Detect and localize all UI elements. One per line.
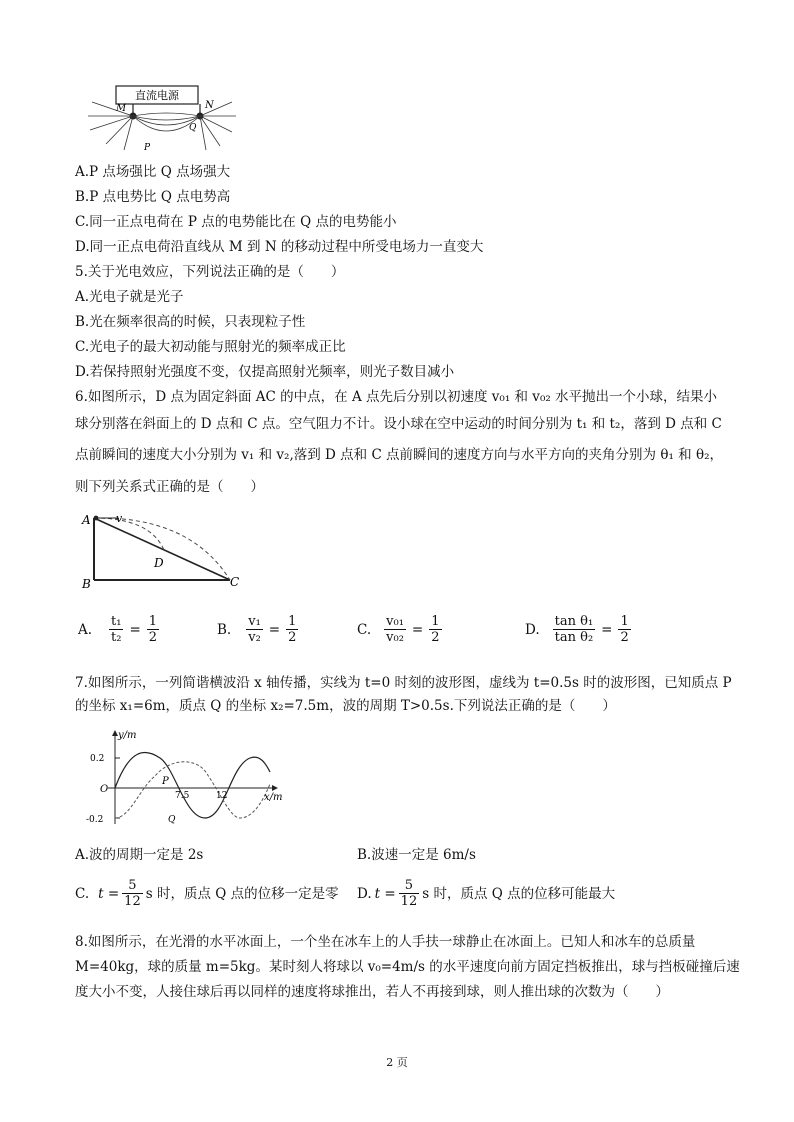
q8-stem-line-2: M=40kg，球的质量 m=5kg。某时刻人将球以 v₀=4m/s 的水平速度向前方固定挡板推出，球与挡板碰撞后速	[75, 959, 740, 975]
q6-c-num: v₀₁	[386, 614, 404, 629]
q7-d-suffix: s 时，质点 Q 点的位移可能最大	[422, 885, 616, 902]
electric-field-figure	[78, 80, 238, 152]
q6-a-eq: =	[129, 621, 141, 638]
q6-option-c-label: C.	[357, 621, 372, 638]
q6-c-rnum: 1	[431, 614, 440, 629]
q7-d-prefix: D.	[357, 885, 372, 902]
q8-stem-line-3: 度大小不变，人接住球后再以同样的速度将球推出，若人不再接到球，则人推出球的次数为（ ）	[75, 984, 669, 1000]
q5-option-d: D.若保持照射光强度不变，仅提高照射光频率，则光子数目减小	[75, 364, 455, 380]
q7-c-num: 5	[122, 878, 143, 894]
q7-option-a: A.波的周期一定是 2s	[75, 847, 204, 863]
q4-option-d: D.同一正点电荷沿直线从 M 到 N 的移动过程中所受电场力一直变大	[75, 239, 484, 255]
q6-option-b	[217, 614, 298, 645]
q7-option-b: B.波速一定是 6m/s	[357, 847, 476, 863]
wave-y-axis-label: y/m	[118, 730, 137, 741]
wave-x-axis-label: x/m	[264, 792, 283, 803]
q6-a-rden: 2	[148, 630, 158, 645]
incline-label-v: v	[116, 512, 123, 525]
q6-option-b-label: B.	[217, 621, 232, 638]
q6-b-num: v₁	[248, 614, 261, 629]
q6-option-c	[357, 614, 442, 645]
q6-d-den: tan θ₂	[554, 630, 594, 645]
q6-option-a	[78, 614, 159, 645]
q6-b-den: v₂	[248, 630, 261, 645]
wave-tick-7-5: 7.5	[175, 791, 190, 801]
q6-a-num: t₁	[111, 614, 122, 629]
q6-stem-line-1: 6.如图所示，D 点为固定斜面 AC 的中点，在 A 点先后分别以初速度 v₀₁ 和 v₀₂ 水平抛出一个小球，结果小	[75, 389, 718, 405]
q6-d-num: tan θ₁	[554, 614, 594, 629]
q6-c-den: v₀₂	[386, 630, 404, 645]
wave-y-top: 0.2	[90, 754, 105, 764]
q7-d-t: t =	[374, 885, 396, 902]
label-p: P	[144, 143, 151, 153]
incline-figure	[80, 506, 250, 592]
q7-option-c	[75, 878, 339, 909]
q7-d-num: 5	[399, 878, 420, 894]
q6-option-d-label: D.	[525, 621, 540, 638]
q6-c-rden: 2	[431, 630, 440, 645]
q6-stem-line-3: 点前瞬间的速度大小分别为 v₁ 和 v₂,落到 D 点和 C 点前瞬间的速度方向与水平方向的夹角分别为 θ₁ 和 θ₂，	[75, 447, 724, 463]
label-q: Q	[189, 123, 197, 133]
wave-point-q: Q	[168, 815, 176, 825]
wave-point-p: P	[162, 776, 169, 787]
wave-origin: O	[100, 784, 109, 795]
page-number: 2 页	[386, 1056, 408, 1069]
q7-option-d	[357, 878, 615, 909]
incline-label-c: C	[230, 575, 240, 589]
label-m: M	[116, 103, 127, 114]
q4-option-a: A.P 点场强比 Q 点场强大	[75, 164, 231, 180]
q6-c-eq: =	[411, 621, 424, 638]
q7-c-den: 12	[124, 894, 141, 909]
q6-d-rden: 2	[620, 630, 629, 645]
q4-option-c: C.同一正点电荷在 P 点的电势能比在 Q 点的电势能小	[75, 214, 397, 230]
q5-stem: 5.关于光电效应，下列说法正确的是（ ）	[75, 264, 345, 280]
wave-tick-12: 12	[216, 791, 228, 801]
q5-option-a: A.光电子就是光子	[75, 289, 184, 305]
q6-stem-line-2: 球分别落在斜面上的 D 点和 C 点。空气阻力不计。设小球在空中运动的时间分别为 t₁ 和 t₂，落到 D 点和 C	[75, 416, 722, 432]
q6-option-d	[525, 614, 631, 645]
wave-figure	[80, 726, 283, 826]
power-label: 直流电源	[135, 89, 179, 102]
q7-c-suffix: s 时，质点 Q 点的位移一定是零	[145, 885, 339, 902]
q7-stem-line-2: 的坐标 x₁=6m，质点 Q 的坐标 x₂=7.5m，波的周期 T>0.5s.下列说法正确的是（ ）	[75, 698, 616, 714]
q6-option-a-label: A.	[78, 621, 93, 638]
q5-option-c: C.光电子的最大初动能与照射光的频率成正比	[75, 339, 346, 355]
q6-d-eq: =	[601, 621, 613, 638]
q7-c-t: t =	[98, 885, 120, 902]
incline-label-a: A	[82, 513, 91, 527]
q4-option-b: B.P 点电势比 Q 点电势高	[75, 189, 231, 205]
q6-b-eq: =	[268, 621, 281, 638]
q7-d-den: 12	[400, 894, 418, 909]
q8-stem-line-1: 8.如图所示，在光滑的水平冰面上，一个坐在冰车上的人手扶一球静止在冰面上。已知人和冰车的总质量	[75, 934, 696, 950]
q5-option-b: B.光在频率很高的时候，只表现粒子性	[75, 314, 306, 330]
incline-label-b: B	[82, 577, 91, 591]
q6-d-rnum: 1	[620, 614, 629, 629]
q6-b-rnum: 1	[288, 614, 297, 629]
q7-c-prefix: C.	[75, 885, 90, 902]
q7-stem-line-1: 7.如图所示，一列简谐横波沿 x 轴传播，实线为 t=0 时刻的波形图，虚线为 t=0.5s 时的波形图，已知质点 P	[75, 675, 732, 691]
q6-b-rden: 2	[288, 630, 297, 645]
q6-a-rnum: 1	[148, 614, 158, 629]
label-n: N	[205, 100, 214, 111]
incline-label-d: D	[154, 556, 164, 570]
q6-a-den: t₂	[111, 630, 122, 645]
wave-y-bottom: -0.2	[86, 815, 104, 825]
q6-stem-line-4: 则下列关系式正确的是（ ）	[75, 479, 264, 495]
